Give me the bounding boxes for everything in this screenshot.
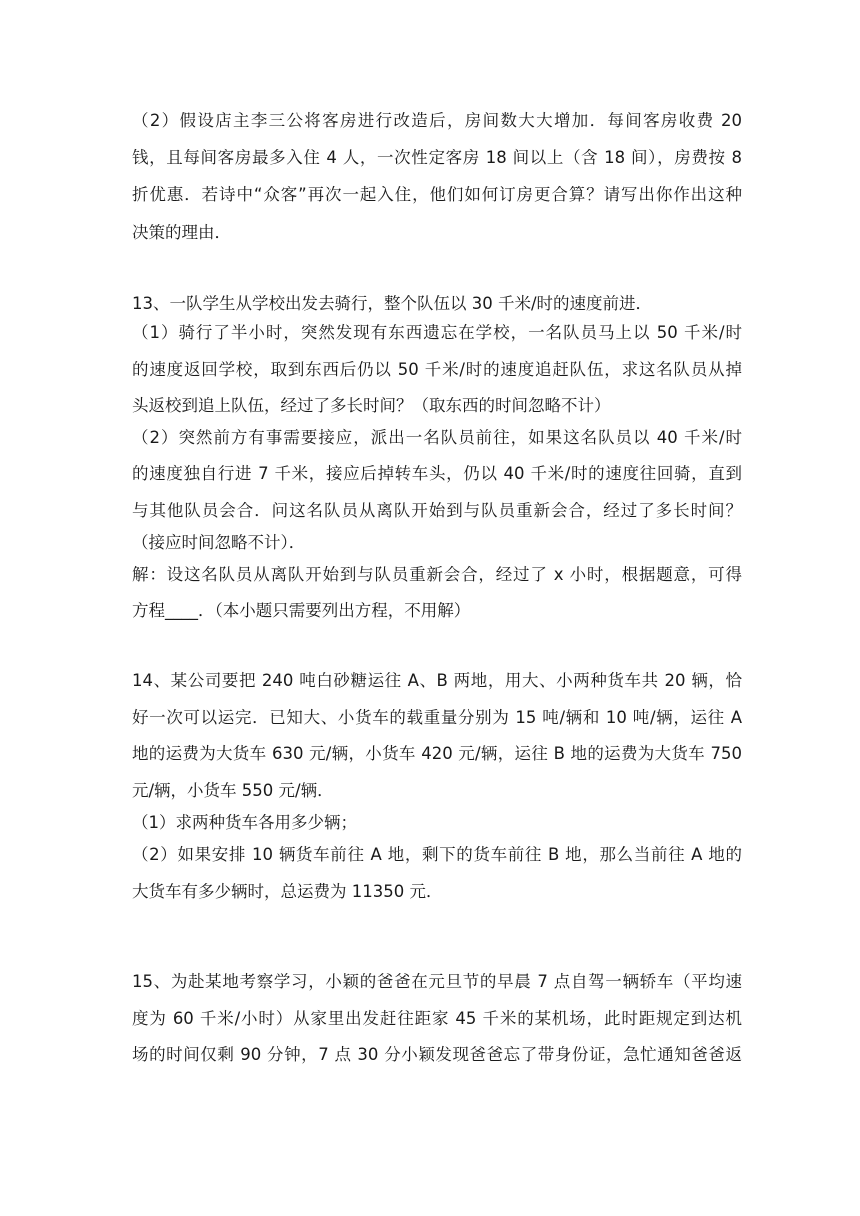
text-line: （1）求两种货车各用多少辆； — [132, 813, 357, 832]
text-line: 解：设这名队员从离队开始到与队员重新会合，经过了 x 小时，根据题意，可得 — [132, 565, 742, 584]
text-line: 好一次可以运完．已知大、小货车的载重量分别为 15 吨/辆和 10 吨/辆，运往 A — [132, 708, 742, 727]
text-line: 方程____．（本小题只需要列出方程，不用解） — [132, 601, 471, 620]
text-line: 元/辆，小货车 550 元/辆． — [132, 781, 334, 800]
text-line: 场的时间仅剩 90 分钟，7 点 30 分小颖发现爸爸忘了带身份证，急忙通知爸爸返 — [132, 1045, 742, 1064]
text-line: （2）假设店主李三公将客房进行改造后，房间数大大增加．每间客房收费 20 — [132, 111, 742, 130]
text-line: （2）如果安排 10 辆货车前往 A 地，剩下的货车前往 B 地，那么当前往 A 地的 — [132, 845, 742, 864]
text-line: （接应时间忽略不计）． — [132, 533, 306, 552]
text-line: 头返校到追上队伍，经过了多长时间？（取东西的时间忽略不计） — [132, 396, 611, 415]
text-line: 13、一队学生从学校出发去骑行，整个队伍以 30 千米/时的速度前进． — [132, 294, 653, 313]
text-line: （1）骑行了半小时，突然发现有东西遗忘在学校，一名队员马上以 50 千米/时 — [132, 323, 742, 342]
text-line: 钱，且每间客房最多入住 4 人，一次性定客房 18 间以上（含 18 间），房费按 8 — [132, 148, 742, 167]
text-line: 折优惠．若诗中“众客”再次一起入住，他们如何订房更合算？请写出你作出这种 — [132, 185, 742, 204]
text-line: （2）突然前方有事需要接应，派出一名队员前往，如果这名队员以 40 千米/时 — [132, 428, 742, 447]
text-line: 地的运费为大货车 630 元/辆，小货车 420 元/辆，运往 B 地的运费为大货车 750 — [132, 744, 742, 763]
text-line: 14、某公司要把 240 吨白砂糖运往 A、B 两地，用大、小两种货车共 20 辆，恰 — [132, 671, 742, 690]
text-line: 决策的理由． — [132, 223, 231, 242]
text-line: 大货车有多少辆时，总运费为 11350 元． — [132, 882, 443, 901]
text-line: 15、为赴某地考察学习，小颖的爸爸在元旦节的早晨 7 点自驾一辆轿车（平均速 — [132, 972, 742, 991]
text-line: 与其他队员会合．问这名队员从离队开始到与队员重新会合，经过了多长时间？ — [132, 501, 742, 520]
text-line: 的速度返回学校，取到东西后仍以 50 千米/时的速度追赶队伍，求这名队员从掉 — [132, 360, 742, 379]
text-line: 度为 60 千米/小时）从家里出发赶往距家 45 千米的某机场，此时距规定到达机 — [132, 1009, 742, 1028]
text-line: 的速度独自行进 7 千米，接应后掉转车头，仍以 40 千米/时的速度往回骑，直到 — [132, 464, 742, 483]
